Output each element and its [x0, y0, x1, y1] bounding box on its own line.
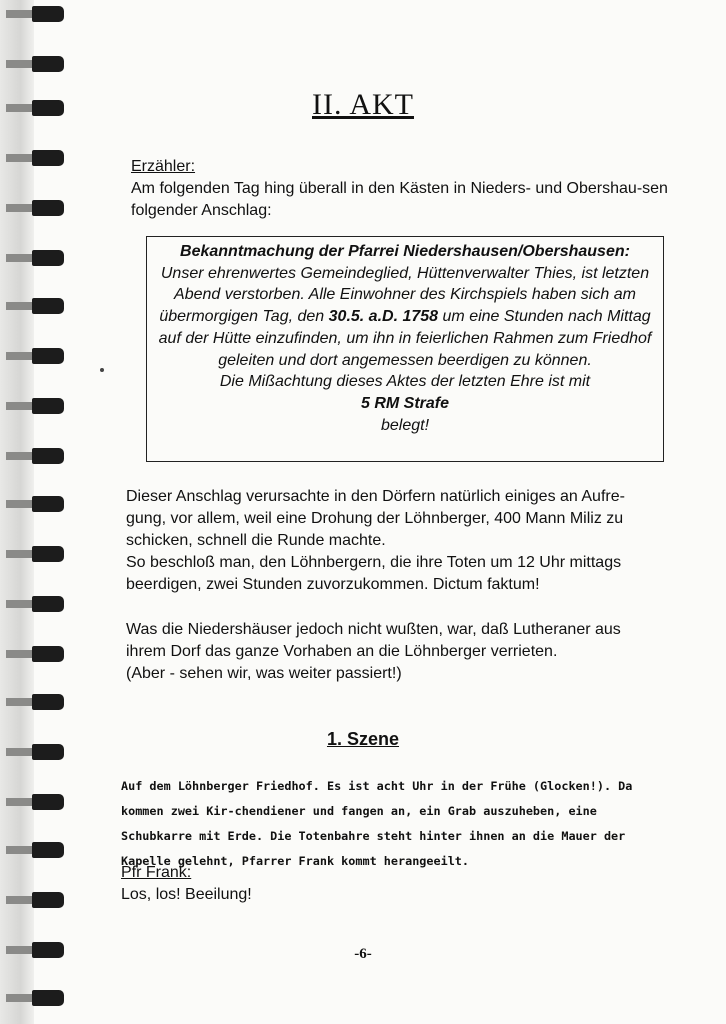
binding-ring: [32, 448, 64, 464]
notice-closing: belegt!: [380, 416, 430, 434]
binding-ring: [32, 546, 64, 562]
notice-date: 30.5. a.D. 1758: [328, 308, 439, 326]
binding-ring: [32, 150, 64, 166]
binding-ring: [32, 298, 64, 314]
notice-body: [147, 263, 663, 372]
notice-heading: Bekanntmachung der Pfarrei Niedershausen/Obershausen:: [180, 243, 630, 260]
paragraph-1: Dieser Anschlag verursachte in den Dörfern natürlich einiges an Aufre-gung, vor allem, weil eine Drohung der Löhnberger, 400 Mann Miliz zu schicken, schnell die Runde machte.: [126, 488, 625, 549]
binding-ring: [32, 694, 64, 710]
paragraph-2: So beschloß man, den Löhnbergern, die ihre Toten um 12 Uhr mittags beerdigen, zwei Stunden zuvorzukommen. Dictum faktum!: [126, 554, 622, 593]
intro-text: Am folgenden Tag hing überall in den Kästen in Nieders- und Obershau-sen folgender Anschlag:: [131, 180, 668, 219]
binding-ring: [32, 200, 64, 216]
notice-body-3: Die Mißachtung dieses Aktes der letzten Ehre ist mit: [219, 373, 591, 391]
binding-ring: [32, 250, 64, 266]
notice-box: [146, 236, 664, 462]
binding-ring: [32, 990, 64, 1006]
binding-ring: [32, 398, 64, 414]
scene-title: 1. Szene: [326, 729, 400, 749]
binding-ring: [32, 56, 64, 72]
binding-ring: [32, 842, 64, 858]
stage-direction: Auf dem Löhnberger Friedhof. Es ist acht Uhr in der Frühe (Glocken!). Da kommen zwei Kir-chendiener und fangen an, ein Grab auszuheben, eine Schubkarre mit Erde. Die Totenbahre steht hinter ihnen an die Mauer der Kapelle gelehnt, Pfarrer Frank kommt herangeeilt.: [121, 779, 633, 868]
speaker-label: Pfr Frank:: [121, 864, 192, 881]
binding-ring: [32, 496, 64, 512]
paragraph-3: Was die Niedershäuser jedoch nicht wußten, war, daß Lutheraner aus ihrem Dorf das ganze Vorhaben an die Löhnberger verrieten.: [126, 621, 621, 660]
binding-ring: [32, 348, 64, 364]
binding-ring: [32, 794, 64, 810]
speck: [100, 368, 104, 372]
spiral-binding: [0, 0, 72, 1024]
page-number: -6-: [354, 946, 372, 962]
binding-ring: [32, 596, 64, 612]
notice-penalty: 5 RM Strafe: [360, 394, 450, 412]
binding-ring: [32, 892, 64, 908]
notice-body-2: um eine Stunden nach Mittag auf der Hütte einzufinden, um ihn in feierlichen Rahmen zum Friedhof geleiten und dort angemessen beerdigen zu können.: [158, 308, 652, 369]
act-title: II. AKT: [312, 88, 414, 121]
dialogue-line: Los, los! Beeilung!: [121, 886, 252, 903]
notice-body-1: Unser ehrenwertes Gemeindeglied, Hüttenverwalter Thies, ist letzten Abend verstorben. Alle Einwohner des Kirchspiels haben sich am übermorgigen Tag, den: [159, 264, 650, 326]
paragraph-4: (Aber - sehen wir, was weiter passiert!): [126, 665, 402, 682]
binding-ring: [32, 6, 64, 22]
binding-ring: [32, 646, 64, 662]
narrator-label: Erzähler:: [131, 158, 196, 175]
